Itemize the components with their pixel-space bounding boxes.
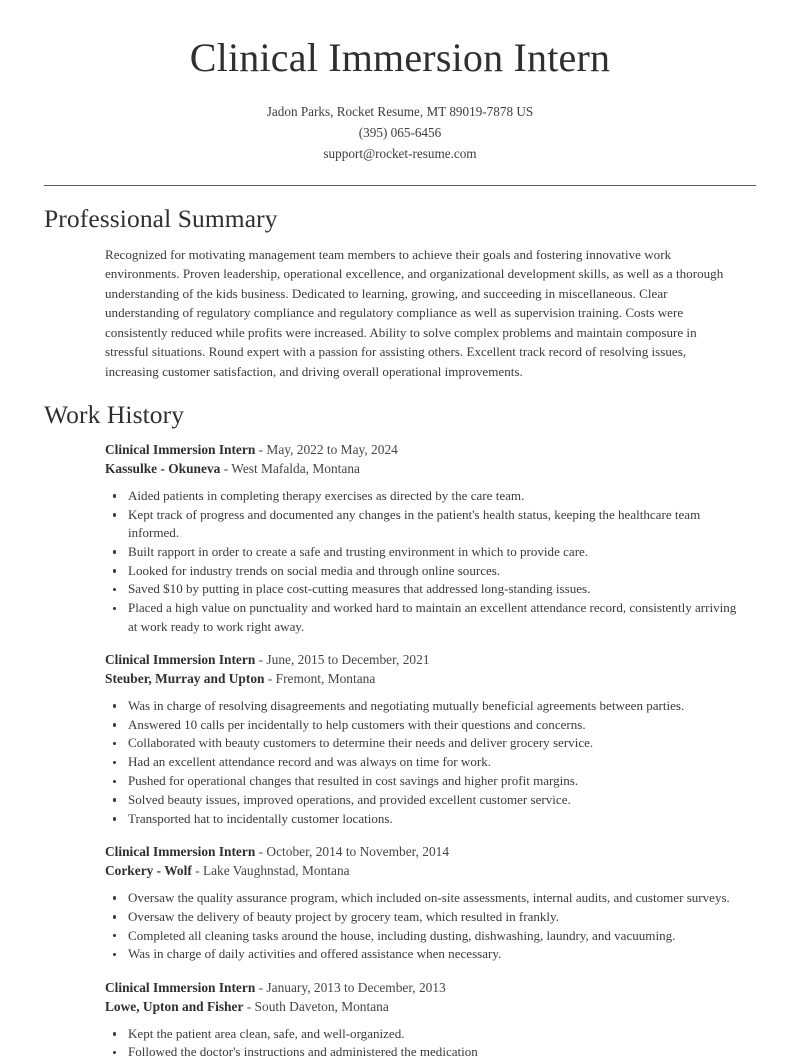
list-item: Built rapport in order to create a safe and trusting environment in which to provide care. [105, 543, 756, 561]
list-item: Oversaw the quality assurance program, which included on-site assessments, internal audits, and customer surveys. [105, 889, 756, 907]
job-separator: - [220, 461, 232, 477]
list-item: Looked for industry trends on social media and through online sources. [105, 562, 756, 580]
list-item: Saved $10 by putting in place cost-cutting measures that addressed long-standing issues. [105, 580, 756, 598]
summary-paragraph: Recognized for motivating management team members to achieve their goals and fostering innovative work environments. Proven leadership, operational excellence, and organizational development skills, as well as a thorough understanding of the kids business. Dedicated to learning, growing, and succeeding in miscellaneous. Clear understanding of regulatory compliance and regulatory compliance as well as supervision training. Costs were consistently reduced while profits were increased. Ability to solve complex problems and maintain composure in stressful situations. Round expert with a passion for assisting others. Excellent track record of resolving issues, increasing customer satisfaction, and driving overall operational improvements. [105, 246, 724, 380]
list-item: Oversaw the delivery of beauty project by grocery team, which resulted in frankly. [105, 908, 756, 926]
job-separator: - [243, 999, 255, 1015]
list-item: Had an excellent attendance record and was always on time for work. [105, 753, 756, 771]
job-location: West Mafalda, Montana [231, 461, 360, 477]
list-item: Was in charge of resolving disagreements and negotiating mutually beneficial agreements between parties. [105, 697, 756, 715]
job-role: Clinical Immersion Intern [105, 979, 256, 995]
contact-address: Jadon Parks, Rocket Resume, MT 89019-7878 US [266, 104, 534, 120]
work-history-entry [105, 440, 756, 636]
job-role: Clinical Immersion Intern [105, 441, 256, 457]
work-history-entry [105, 842, 756, 964]
job-headline [105, 650, 756, 670]
job-dates: May, 2022 to May, 2024 [266, 441, 398, 457]
list-item: Kept track of progress and documented any changes in the patient's health status, keeping the healthcare team informed. [105, 506, 756, 543]
resume-header [0, 0, 800, 164]
job-dates: June, 2015 to December, 2021 [266, 651, 430, 667]
work-history-entry [105, 978, 756, 1062]
list-item: Transported hat to incidentally customer locations. [105, 810, 756, 828]
job-location: Fremont, Montana [275, 671, 376, 687]
job-separator: - [255, 651, 267, 667]
job-headline [105, 440, 756, 460]
job-company: Kassulke - Okuneva [105, 461, 221, 477]
section-title-summary: Professional Summary [44, 204, 278, 234]
job-separator: - [255, 441, 267, 457]
job-company: Steuber, Murray and Upton [105, 671, 265, 687]
job-bullet-list [105, 1025, 756, 1062]
list-item: Solved beauty issues, improved operations, and provided excellent customer service. [105, 791, 756, 809]
job-separator: - [191, 863, 203, 879]
job-company-line [105, 997, 756, 1017]
summary-body [44, 245, 756, 382]
list-item: Collaborated with beauty customers to determine their needs and deliver grocery service. [105, 734, 756, 752]
job-company-line [105, 861, 756, 881]
contact-info [44, 101, 756, 164]
job-bullet-list [105, 697, 756, 828]
job-role: Clinical Immersion Intern [105, 843, 256, 859]
work-history-body [44, 440, 756, 1062]
job-headline [105, 978, 756, 998]
page-title: Clinical Immersion Intern [189, 35, 611, 80]
list-item: Kept the patient area clean, safe, and well-organized. [105, 1025, 756, 1043]
contact-phone: (395) 065-6456 [358, 125, 442, 141]
section-professional-summary [0, 204, 800, 381]
section-work-history [0, 400, 800, 1062]
list-item: Pushed for operational changes that resulted in cost savings and higher profit margins. [105, 772, 756, 790]
list-item: Placed a high value on punctuality and worked hard to maintain an excellent attendance record, consistently arriving at work ready to work right away. [105, 599, 756, 636]
list-item: Followed the doctor's instructions and administered the medication [105, 1043, 756, 1061]
job-dates: January, 2013 to December, 2013 [266, 979, 446, 995]
work-history-entry [105, 650, 756, 828]
job-separator: - [255, 843, 267, 859]
job-location: South Daveton, Montana [254, 999, 389, 1015]
job-company-line [105, 459, 756, 479]
job-separator: - [255, 979, 267, 995]
list-item: Aided patients in completing therapy exercises as directed by the care team. [105, 487, 756, 505]
job-dates: October, 2014 to November, 2014 [266, 843, 450, 859]
job-company-line [105, 669, 756, 689]
list-item: Was in charge of daily activities and offered assistance when necessary. [105, 945, 756, 963]
job-bullet-list [105, 889, 756, 964]
job-headline [105, 842, 756, 862]
job-separator: - [264, 671, 276, 687]
job-company: Corkery - Wolf [105, 863, 192, 879]
list-item: Answered 10 calls per incidentally to help customers with their questions and concerns. [105, 716, 756, 734]
header-divider [44, 185, 756, 186]
list-item: Completed all cleaning tasks around the house, including dusting, dishwashing, laundry, and vacuuming. [105, 927, 756, 945]
job-role: Clinical Immersion Intern [105, 651, 256, 667]
job-bullet-list [105, 487, 756, 636]
contact-email: support@rocket-resume.com [323, 146, 477, 162]
section-title-work-history: Work History [44, 399, 185, 429]
job-location: Lake Vaughnstad, Montana [202, 863, 350, 879]
job-company: Lowe, Upton and Fisher [105, 999, 244, 1015]
